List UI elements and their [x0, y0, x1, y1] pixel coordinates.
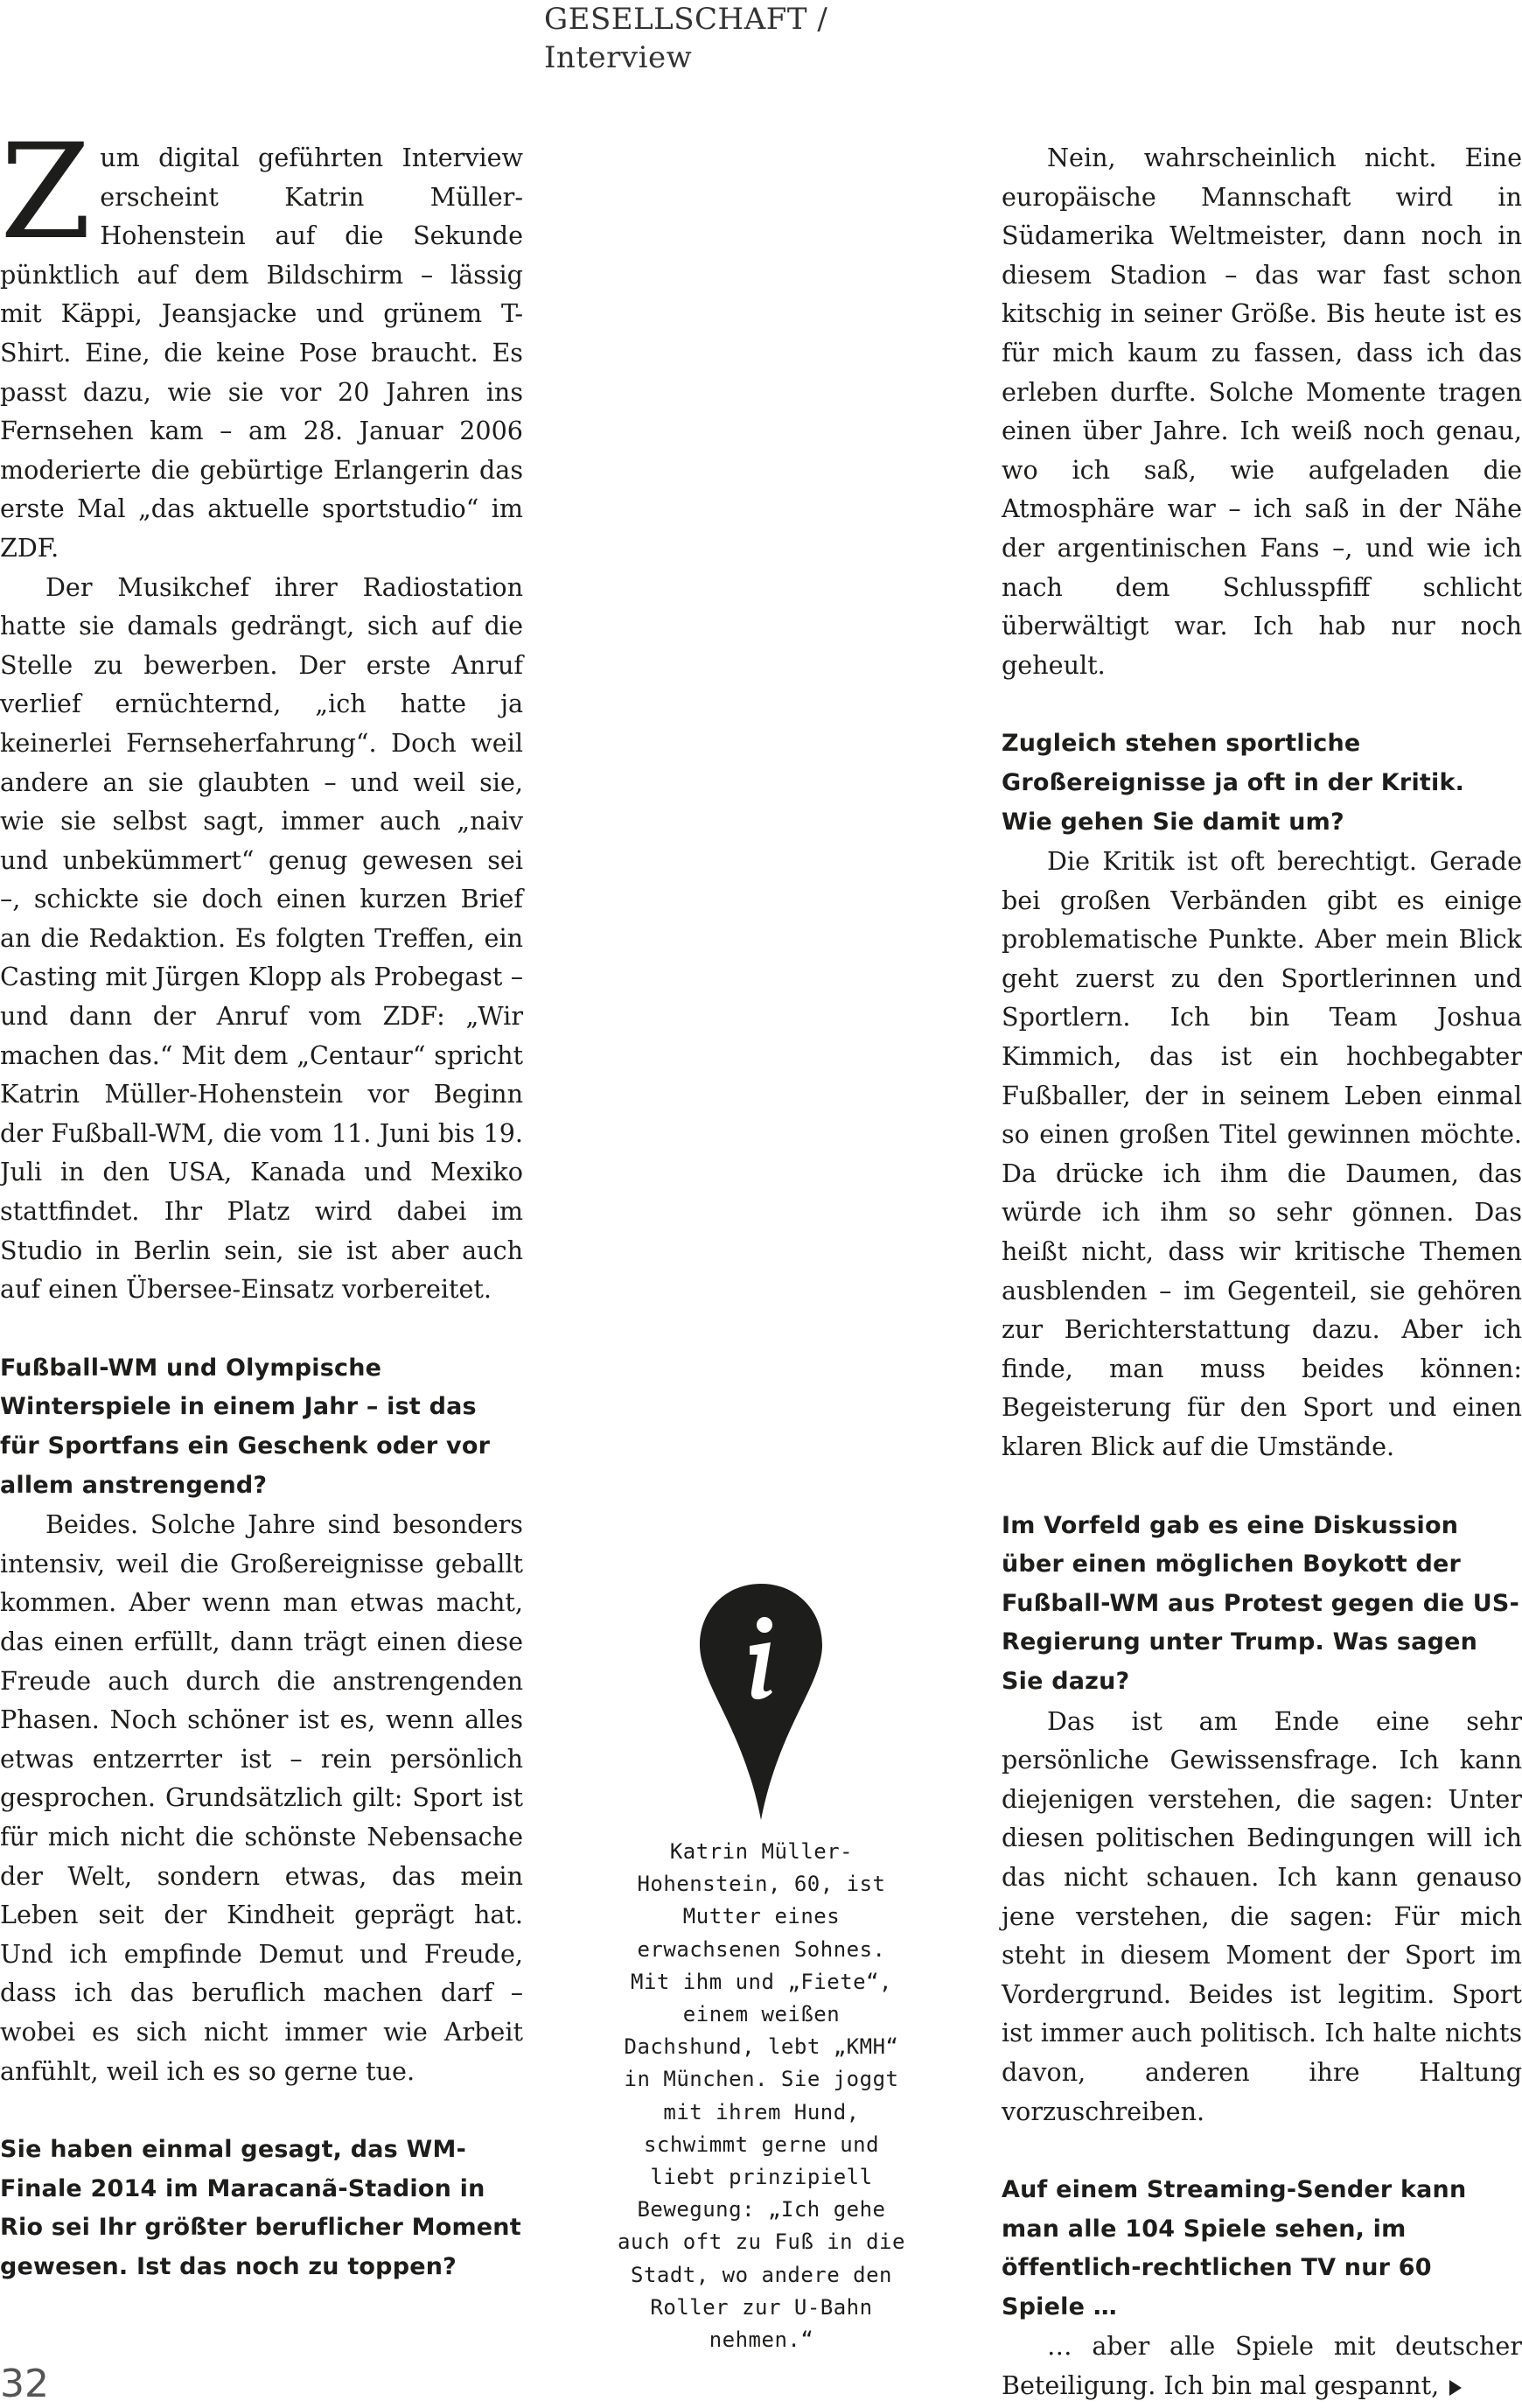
right-column	[1002, 138, 1522, 2405]
left-column	[0, 116, 523, 2286]
info-box: Katrin Müller-Hohenstein, 60, ist Mutter eines erwachsenen Sohnes. Mit ihm und „Fiete“, einem weißen Dachshund, lebt „KMH“ in München. Sie joggt mit ihrem Hund, schwimmt gerne und liebt prinzipiell Bewegung: „Ich gehe auch oft zu Fuß in die Stadt, wo andere den Roller zur U-Bahn nehmen.“	[618, 1839, 905, 2353]
question-heading: Fußball-WM und Olympische Winterspiele in einem Jahr – ist das für Sportfans ein Geschenk oder vor allem anstrengend?	[0, 1354, 491, 1499]
question-heading: Im Vorfeld gab es eine Diskussion über einen möglichen Boykott der Fußball-WM aus Protest gegen die US-Regierung unter Trump. Was sagen Sie dazu?	[1002, 1511, 1519, 1695]
answer-paragraph: Die Kritik ist oft berechtigt. Gerade bei großen Verbänden gibt es einige problematische Punkte. Aber mein Blick geht zuerst zu den Sportlerinnen und Sportlern. Ich bin Team Joshua Kimmich, das ist ein hochbegabter Fußballer, der in seinem Leben einmal so einen großen Titel gewinnen möchte. Da drücke ich ihm die Daumen, das würde ich ihm so sehr gönnen. Das heißt nicht, dass wir kritische Themen ausblenden – im Gegenteil, sie gehören zur Berichterstattung dazu. Aber ich finde, man muss beides können: Begeisterung für den Sport und einen klaren Blick auf die Umstände.	[1002, 846, 1522, 1461]
question-heading: Zugleich stehen sportliche Großereignisse ja oft in der Kritik. Wie gehen Sie damit um?	[1002, 730, 1465, 836]
answer-paragraph: Nein, wahrscheinlich nicht. Eine europäische Mannschaft wird in Südamerika Weltmeister, dann noch in diesem Stadion – das war fast schon kitschig in seiner Größe. Bis heute ist es für mich kaum zu fassen, dass ich das erleben durfte. Solche Momente tragen einen über Jahre. Ich weiß noch genau, wo ich saß, wie aufgeladen die Atmosphäre war – ich saß in der Nähe der argentinischen Fans –, und wie ich nach dem Schlusspfiff schlicht überwältigt war. Ich hab nur noch geheult.	[1002, 143, 1522, 680]
body-paragraph: Der Musikchef ihrer Radiostation hatte sie damals gedrängt, sich auf die Stelle zu bewerben. Der erste Anruf verlief ernüchternd, „ich hatte ja keinerlei Fernseherfahrung“. Doch weil andere an sie glaubten – und weil sie, wie sie selbst sagt, immer auch „naiv und unbekümmert“ genug gewesen sei –, schickte sie doch einen kurzen Brief an die Redaktion. Es folgten Treffen, ein Casting mit Jürgen Klopp als Probegast – und dann der Anruf vom ZDF: „Wir machen das.“ Mit dem „Centaur“ spricht Katrin Müller-Hohenstein vor Beginn der Fußball-WM, die vom 11. Juni bis 19. Juli in den USA, Kanada und Mexiko stattfindet. Ihr Platz wird dabei im Studio in Berlin sein, sie ist aber auch auf einen Übersee-Einsatz vorbereitet.	[0, 571, 523, 1305]
question-heading: Sie haben einmal gesagt, das WM-Finale 2014 im Maracanã-Stadion in Rio sei Ihr größter beruflicher Moment gewesen. Ist das noch zu toppen?	[0, 2136, 521, 2280]
running-head: GESELLSCHAFT / Interview	[544, 2, 828, 75]
answer-paragraph	[1002, 2327, 1522, 2404]
answer-text: … aber alle Spiele mit deutscher Beteiligung. Ich bin mal gespannt,	[1002, 2331, 1522, 2401]
page-number: 32	[0, 2362, 49, 2406]
question-heading: Auf einem Streaming-Sender kann man alle 104 Spiele sehen, im öffentlich-rechtlichen TV nur 60 Spiele …	[1002, 2176, 1467, 2320]
intro-paragraph	[0, 116, 523, 568]
answer-paragraph: Das ist am Ende eine sehr persönliche Gewissensfrage. Ich kann diejenigen verstehen, die sagen: Unter diesen politischen Bedingungen will ich das nicht schauen. Ich kann genauso jene verstehen, die sagen: Für mich steht in diesem Moment der Sport im Vordergrund. Beides ist legitim. Sport ist immer auch politisch. Ich halte nichts davon, anderen ihre Haltung vorzuschreiben.	[1002, 1705, 1522, 2126]
answer-paragraph: Beides. Solche Jahre sind besonders intensiv, weil die Großereignisse geballt kommen. Aber wenn man etwas macht, das einen erfüllt, dann trägt einen diese Freude auch durch die anstrengenden Phasen. Noch schöner ist es, wenn alles etwas entzerrter ist – rein persönlich gesprochen. Grundsätzlich gilt: Sport ist für mich nicht die schönste Nebensache der Welt, sondern etwas, das mein Leben seit der Kindheit geprägt hat. Und ich empfinde Demut und Freude, dass ich das beruflich machen darf – wobei es sich nicht immer wie Arbeit anfühlt, weil ich es so gerne tue.	[0, 1509, 523, 2086]
continue-arrow-icon	[1449, 2380, 1462, 2396]
info-pin-icon	[695, 1579, 827, 1824]
drop-cap: Z	[0, 116, 92, 269]
intro-text: um digital geführten Interview erscheint Katrin Müller-Hohenstein auf die Sekunde pünktlich auf dem Bildschirm – lässig mit Käppi, Jeansjacke und grünem T-Shirt. Eine, die keine Pose braucht. Es passt dazu, wie sie vor 20 Jahren ins Fernsehen kam – am 28. Januar 2006 moderierte die gebürtige Erlangerin das erste Mal „das aktuelle sportstudio“ im ZDF.	[0, 143, 523, 563]
